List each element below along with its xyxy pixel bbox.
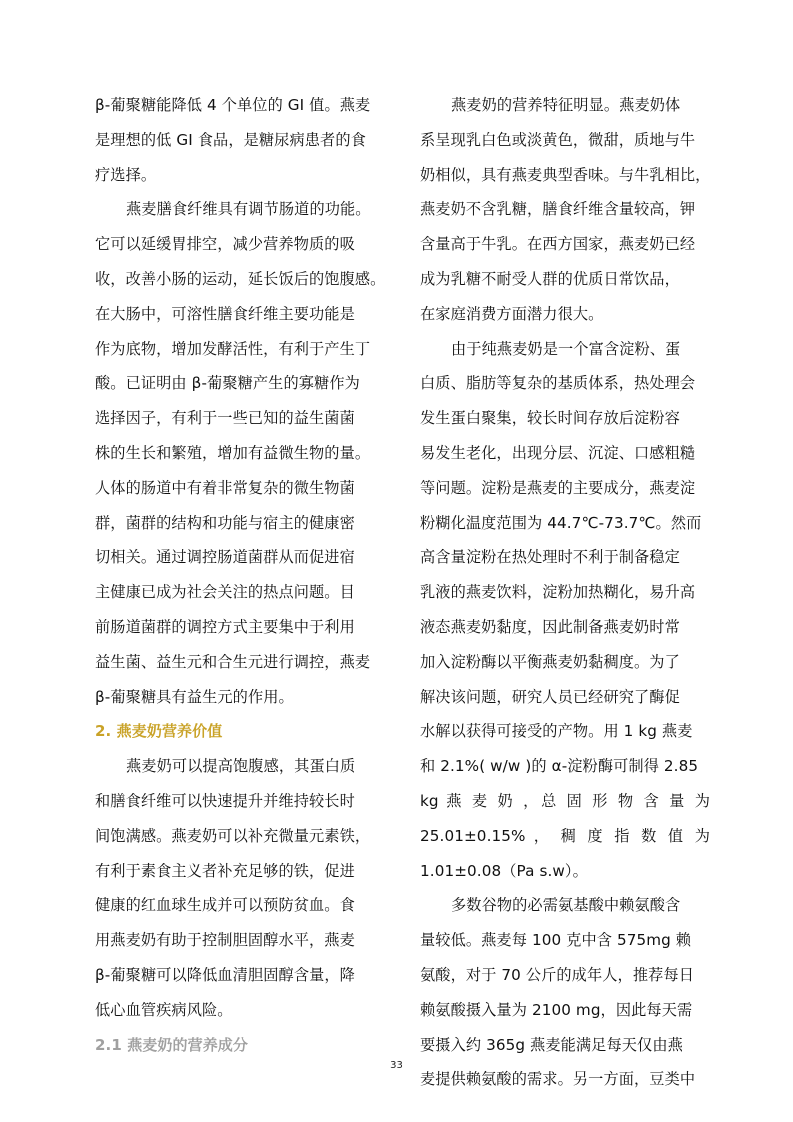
paragraph-line: 赖氨酸摄入量为 2100 mg，因此每天需	[420, 1000, 693, 1019]
paragraph-line: 粉糊化温度范围为 44.7℃-73.7℃。然而	[420, 513, 702, 532]
paragraph-line: 健康的红血球生成并可以预防贫血。食	[95, 896, 355, 915]
paragraph-line: β-葡聚糖能降低 4 个单位的 GI 值。燕麦	[95, 96, 371, 114]
paragraph-line: 奶相似，具有燕麦典型香味。与牛乳相比，	[420, 165, 711, 184]
paragraph-line: 水解以获得可接受的产物。用 1 kg 燕麦	[420, 722, 693, 741]
paragraph-line: 等问题。淀粉是燕麦的主要成分，燕麦淀	[420, 478, 696, 497]
paragraph-line: 酸。已证明由 β-葡聚糖产生的寡糖作为	[95, 374, 360, 393]
paragraph-line: 白质、脂肪等复杂的基质体系，热处理会	[420, 374, 696, 393]
paragraph-line: 25.01±0.15% ， 稠 度 指 数 值 为	[420, 826, 710, 845]
left-column	[95, 88, 385, 1062]
paragraph-line: 加入淀粉酶以平衡燕麦奶黏稠度。为了	[420, 652, 680, 671]
paragraph-line: 群，菌群的结构和功能与宿主的健康密	[95, 513, 355, 532]
paragraph-line: β-葡聚糖可以降低血清胆固醇含量，降	[95, 965, 355, 984]
paragraph-line: 系呈现乳白色或淡黄色，微甜，质地与牛	[420, 130, 696, 149]
paragraph-line: 益生菌、益生元和合生元进行调控，燕麦	[95, 652, 371, 671]
paragraph-line: 燕麦奶可以提高饱腹感，其蛋白质	[126, 757, 356, 776]
paragraph-line: 量较低。燕麦每 100 克中含 575mg 赖	[420, 931, 692, 950]
paragraph-line: 在大肠中，可溶性膳食纤维主要功能是	[95, 304, 355, 323]
paragraph-line: β-葡聚糖具有益生元的作用。	[95, 687, 294, 706]
paragraph-line: 液态燕麦奶黏度，因此制备燕麦奶时常	[420, 617, 680, 636]
paragraph-line: 和 2.1%( w/w )的 α-淀粉酶可制得 2.85	[420, 757, 699, 776]
paragraph-line: 收，改善小肠的运动，延长饭后的饱腹感。	[95, 269, 386, 288]
paragraph-line: 成为乳糖不耐受人群的优质日常饮品，	[420, 269, 680, 288]
paragraph-line: kg 燕 麦 奶 ，总 固 形 物 含 量 为	[420, 791, 710, 810]
paragraph-line: 疗选择。	[95, 165, 157, 184]
paragraph-line: 多数谷物的必需氨基酸中赖氨酸含	[451, 896, 681, 915]
paragraph-line: 间饱满感。燕麦奶可以补充微量元素铁，	[95, 826, 371, 845]
right-column	[420, 88, 710, 1097]
paragraph-line: 株的生长和繁殖，增加有益微生物的量。	[95, 443, 371, 462]
paragraph-line: 高含量淀粉在热处理时不利于制备稳定	[420, 548, 680, 567]
paragraph-line: 1.01±0.08（Pa s.w）。	[420, 861, 588, 880]
paragraph-line: 发生蛋白聚集，较长时间存放后淀粉容	[420, 409, 680, 428]
paragraph-line: 低心血管疾病风险。	[95, 1000, 233, 1019]
page-number: 33	[390, 1060, 403, 1071]
paragraph-line: 它可以延缓胃排空，减少营养物质的吸	[95, 235, 355, 254]
paragraph-line: 用燕麦奶有助于控制胆固醇水平，燕麦	[95, 931, 355, 950]
paragraph-line: 主健康已成为社会关注的热点问题。目	[95, 583, 355, 602]
paragraph-line: 选择因子，有利于一些已知的益生菌菌	[95, 409, 355, 428]
section-heading: 2. 燕麦奶营养价值	[95, 722, 223, 741]
paragraph-line: 氨酸，对于 70 公斤的成年人，推荐每日	[420, 965, 694, 984]
paragraph-line: 由于纯燕麦奶是一个富含淀粉、蛋	[451, 339, 681, 358]
subsection-heading: 2.1 燕麦奶的营养成分	[95, 1035, 248, 1054]
paragraph-line: 燕麦奶不含乳糖，膳食纤维含量较高，钾	[420, 200, 696, 219]
paragraph-line: 要摄入约 365g 燕麦能满足每天仅由燕	[420, 1035, 683, 1054]
paragraph-line: 在家庭消费方面潜力很大。	[420, 304, 604, 323]
paragraph-line: 前肠道菌群的调控方式主要集中于利用	[95, 617, 355, 636]
paragraph-line: 作为底物，增加发酵活性，有利于产生丁	[95, 339, 371, 358]
paragraph-line: 麦提供赖氨酸的需求。另一方面，豆类中	[420, 1070, 696, 1089]
paragraph-line: 人体的肠道中有着非常复杂的微生物菌	[95, 478, 355, 497]
paragraph-line: 解决该问题，研究人员已经研究了酶促	[420, 687, 680, 706]
paragraph-line: 和膳食纤维可以快速提升并维持较长时	[95, 791, 355, 810]
paragraph-line: 易发生老化，出现分层、沉淀、口感粗糙	[420, 443, 696, 462]
paragraph-line: 燕麦膳食纤维具有调节肠道的功能。	[126, 200, 371, 219]
paragraph-line: 切相关。通过调控肠道菌群从而促进宿	[95, 548, 355, 567]
paragraph-line: 燕麦奶的营养特征明显。燕麦奶体	[451, 96, 681, 114]
paragraph-line: 乳液的燕麦饮料，淀粉加热糊化，易升高	[420, 583, 696, 602]
paragraph-line: 含量高于牛乳。在西方国家，燕麦奶已经	[420, 235, 696, 254]
paragraph-line: 有利于素食主义者补充足够的铁，促进	[95, 861, 355, 880]
paragraph-line: 是理想的低 GI 食品，是糖尿病患者的食	[95, 130, 366, 149]
